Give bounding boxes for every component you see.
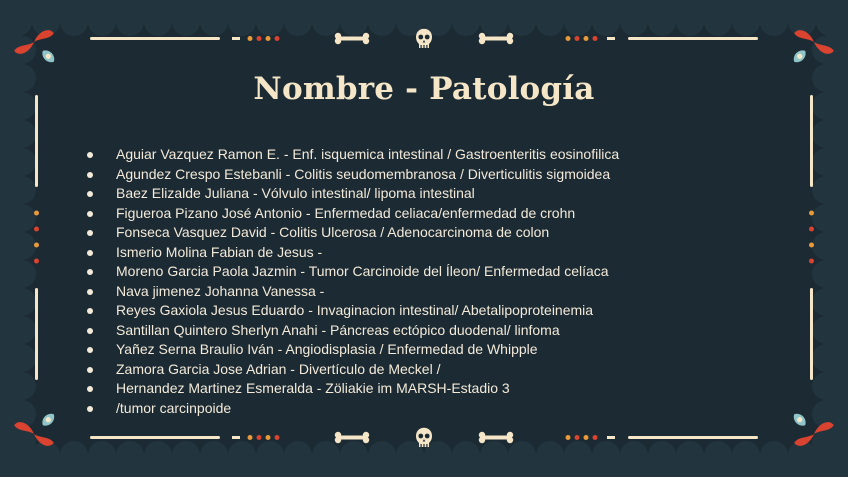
list-item-text: Figueroa Pizano José Antonio - Enfermedad celiaca/enfermedad de crohn (116, 204, 576, 221)
bullet-icon (87, 230, 93, 236)
list-item-text: Reyes Gaxiola Jesus Eduardo - Invaginacion intestinal/ Abetalipoproteinemia (116, 302, 594, 318)
list-item-text: Aguiar Vazquez Ramon E. - Enf. isquemica intestinal / Gastroenteritis eosinofilica (116, 146, 620, 162)
bullet-icon (87, 328, 93, 334)
bullet-icon (87, 191, 93, 197)
list-item (84, 223, 619, 243)
list-item-text: Agundez Crespo Estebanli - Colitis seudomembranosa / Diverticulitis sigmoidea (116, 165, 611, 182)
list-item (84, 262, 619, 282)
list-item (84, 321, 619, 341)
bullet-icon (87, 386, 93, 392)
list-item (84, 184, 619, 204)
list-item-text: Nava jimenez Johanna Vanessa - (116, 282, 325, 299)
bullet-icon (87, 308, 93, 314)
list-item-text: Santillan Quintero Sherlyn Anahi - Páncreas ectópico duodenal/ linfoma (116, 321, 560, 338)
bullet-icon (87, 367, 93, 373)
list-item-text: /tumor carcinpoide (116, 399, 232, 416)
list-item-text: Fonseca Vasquez David - Colitis Ulcerosa / Adenocarcinoma de colon (116, 224, 550, 240)
list-item (84, 243, 619, 263)
list-item-text: Baez Elizalde Juliana - Vólvulo intestinal/ lipoma intestinal (116, 185, 475, 201)
bullet-icon (87, 347, 93, 353)
list-item (84, 379, 619, 399)
bullet-icon (87, 211, 93, 217)
list-item (84, 165, 619, 185)
list-item-text: Ismerio Molina Fabian de Jesus - (116, 243, 323, 260)
bullet-icon (87, 250, 93, 256)
bullet-icon (87, 269, 93, 275)
list-item (84, 301, 619, 321)
list-item (84, 360, 619, 380)
slide-title: Nombre - Patología (253, 71, 595, 107)
list-item (84, 340, 619, 360)
list-item (84, 145, 619, 165)
list-item-text: Zamora Garcia Jose Adrian - Divertículo de Meckel / (116, 360, 441, 377)
bullet-icon (87, 152, 93, 158)
patient-list (84, 145, 619, 418)
list-item-text: Moreno Garcia Paola Jazmin - Tumor Carcinoide del Íleon/ Enfermedad celíaca (116, 263, 609, 279)
list-item (84, 282, 619, 302)
list-item-text: Hernandez Martinez Esmeralda - Zöliakie im MARSH-Estadio 3 (116, 380, 510, 396)
list-item (84, 399, 619, 419)
bullet-icon (87, 289, 93, 295)
list-item (84, 204, 619, 224)
bullet-icon (87, 406, 93, 412)
bullet-icon (87, 172, 93, 178)
list-item-text: Yañez Serna Braulio Iván - Angiodisplasia / Enfermedad de Whipple (116, 341, 538, 357)
